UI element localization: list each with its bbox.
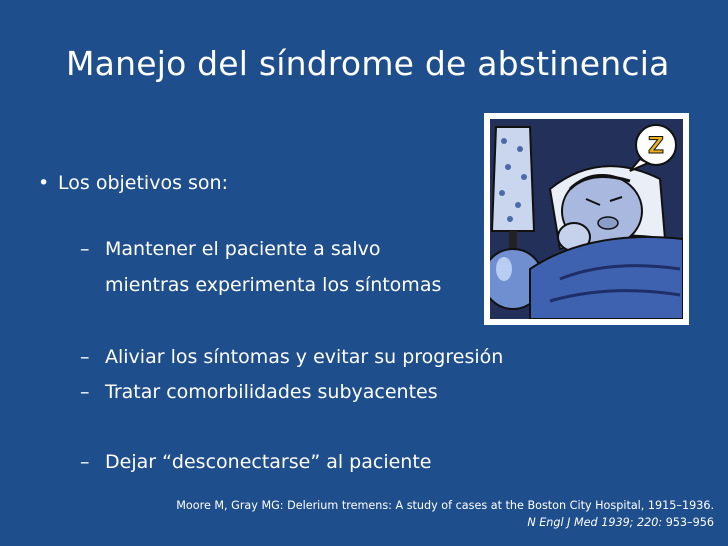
sub-bullet-3 [80, 381, 438, 403]
bullet-marker: • [38, 172, 50, 194]
bullet-intro [38, 172, 228, 194]
dash-marker: – [80, 346, 90, 368]
citation-line-2 [176, 514, 714, 531]
citation-line-1: Moore M, Gray MG: Delerium tremens: A study of cases at the Boston City Hospital, 1915–1936. [176, 499, 714, 512]
sub-bullet-4 [80, 451, 431, 473]
sub-bullet-2 [80, 346, 503, 368]
sub-bullet-1-text: Mantener el paciente a salvo [105, 238, 381, 260]
bullet-intro-text: Los objetivos son: [58, 172, 228, 194]
slide-title: Manejo del síndrome de abstinencia [66, 44, 670, 83]
sub-bullet-2-text: Aliviar los síntomas y evitar su progresión [105, 346, 504, 368]
sleeping-man-cartoon [484, 113, 689, 325]
sub-bullet-1 [80, 238, 381, 260]
bubble-text: Z [648, 134, 664, 159]
sub-bullet-4-text: Dejar “desconectarse” al paciente [105, 451, 432, 473]
citation-pages: 953–956 [662, 516, 714, 529]
dash-marker: – [80, 451, 90, 473]
sub-bullet-1-continuation: mientras experimenta los síntomas [105, 274, 442, 296]
dash-marker: – [80, 381, 90, 403]
citation-journal: N Engl J Med 1939; 220: [527, 516, 663, 529]
cartoon-illustration [490, 119, 683, 319]
sub-bullet-3-text: Tratar comorbilidades subyacentes [105, 381, 438, 403]
citation [176, 497, 714, 531]
dash-marker: – [80, 238, 90, 260]
